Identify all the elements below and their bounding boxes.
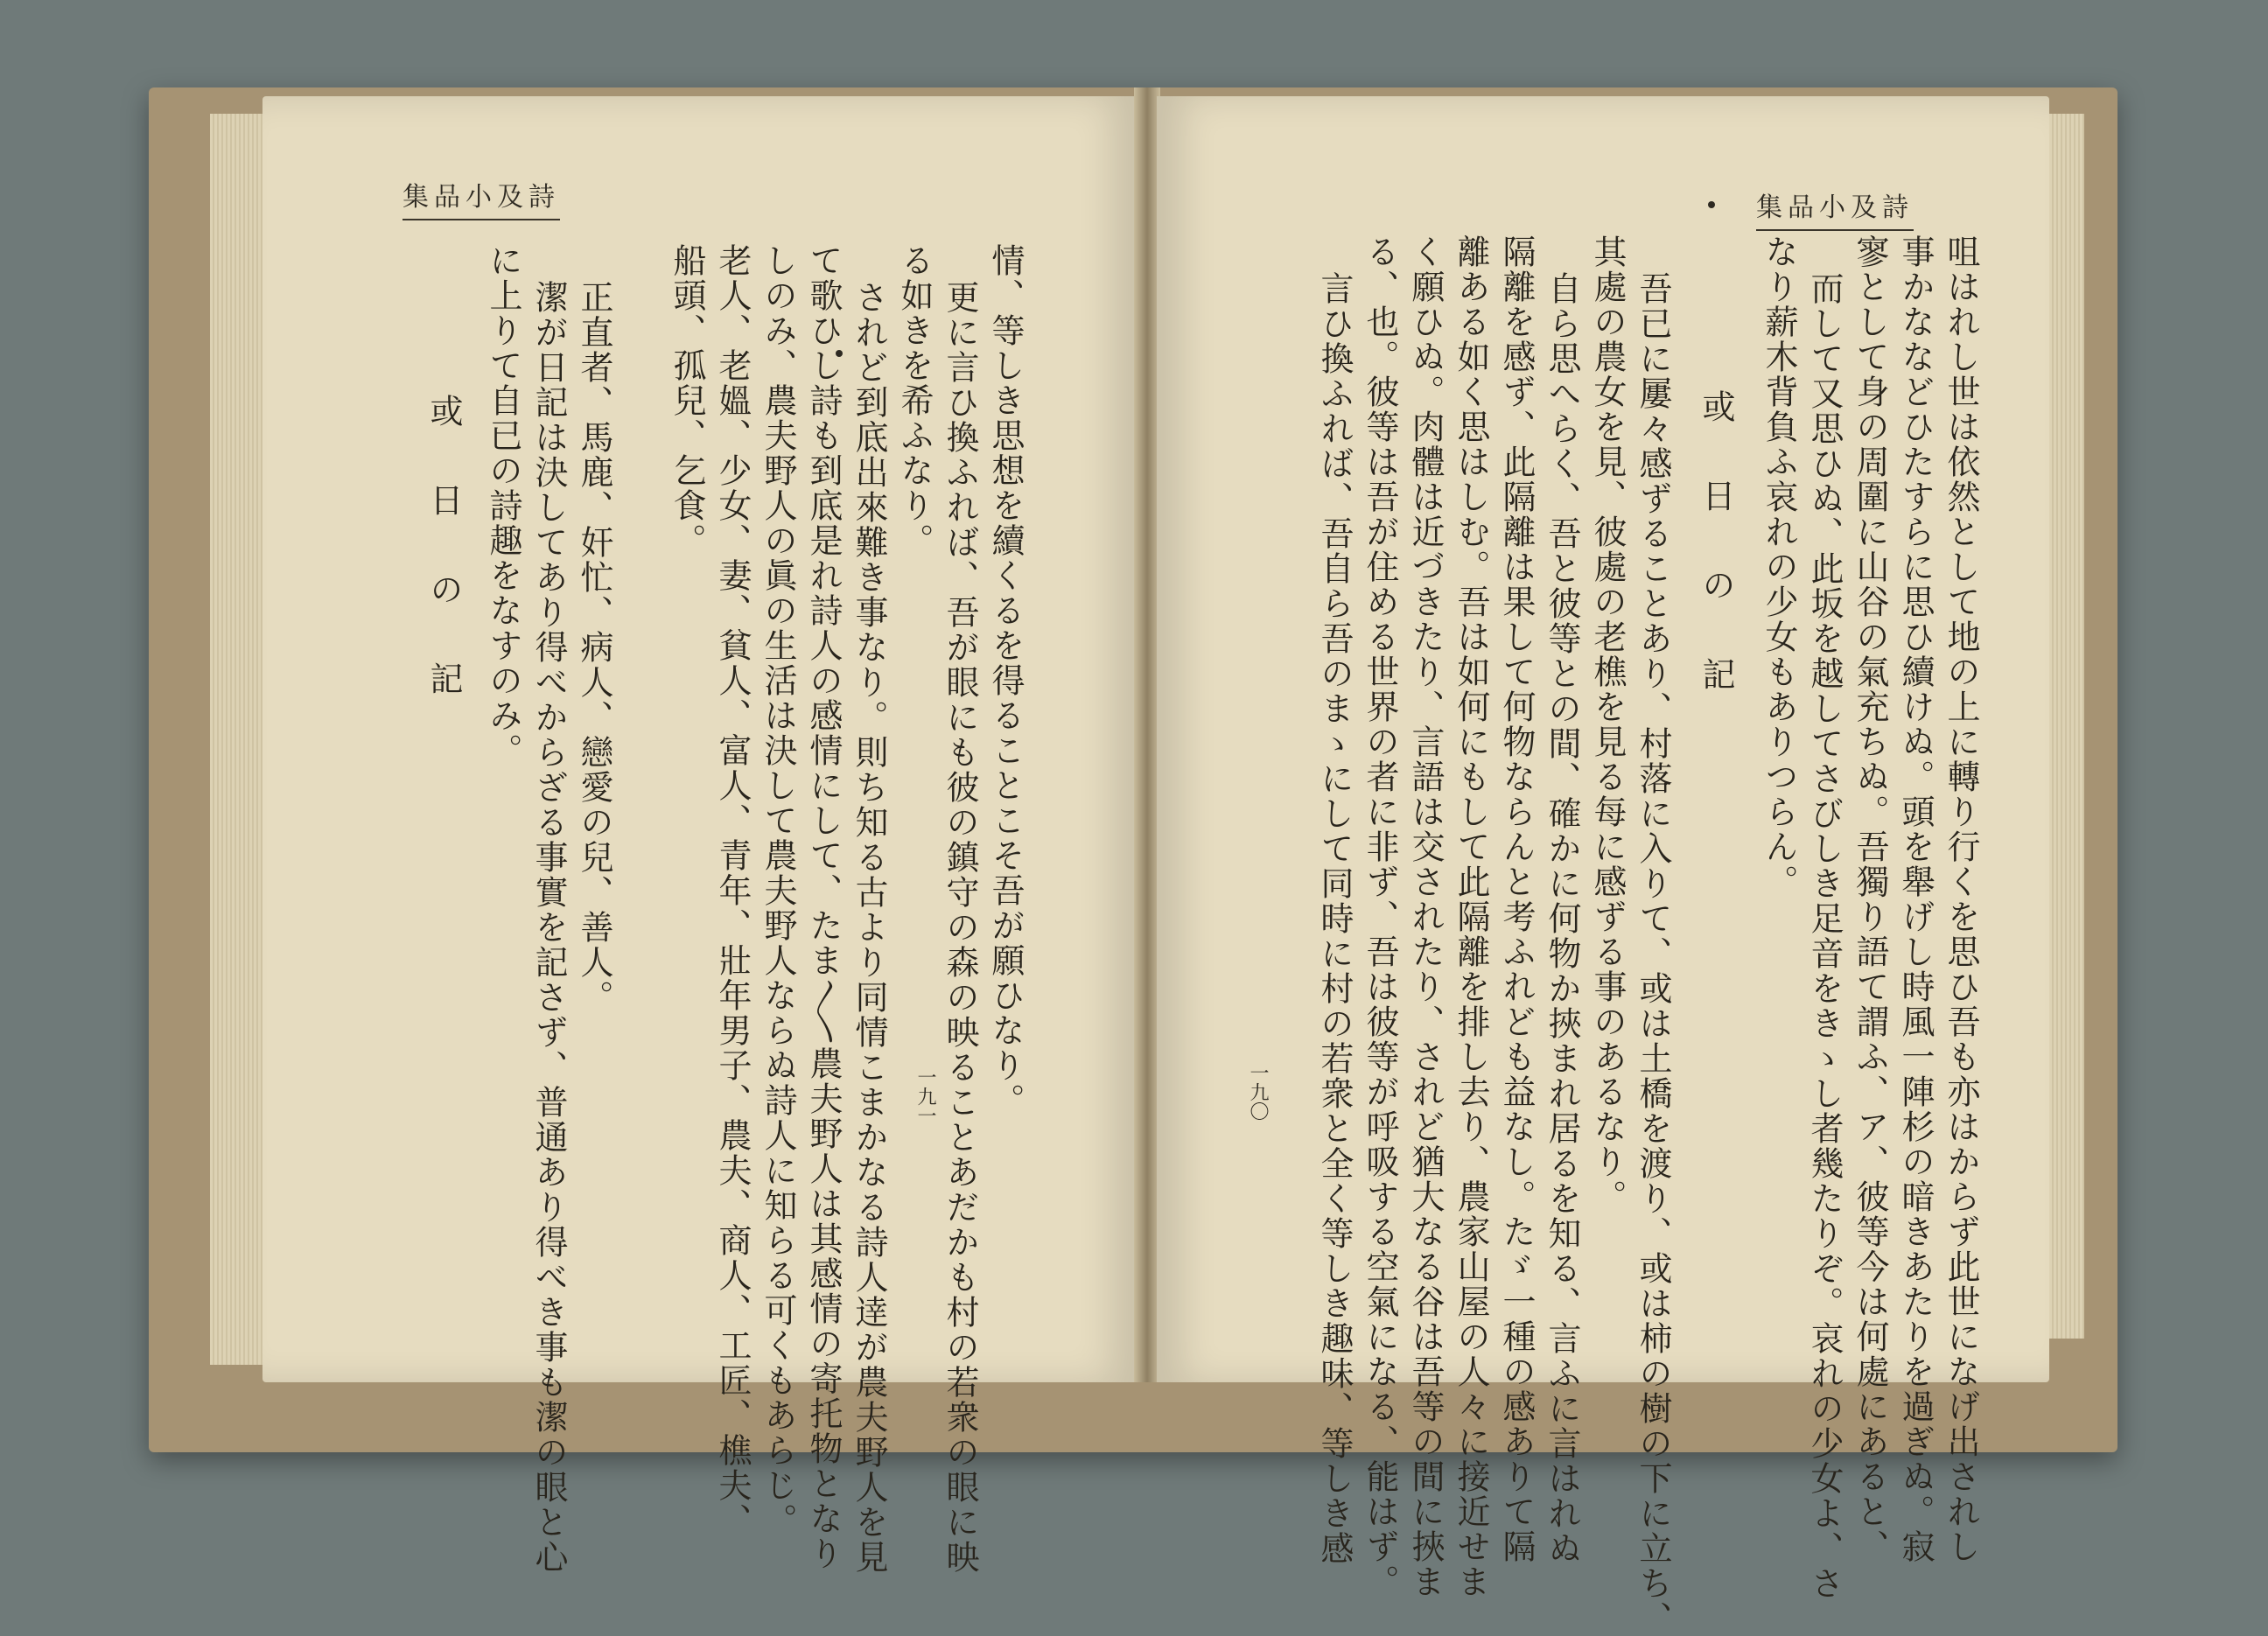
right-page — [1157, 96, 2049, 1636]
left-page — [262, 96, 1138, 1575]
page-edges-right — [2049, 114, 2084, 1339]
right-col-12: く願ひぬ。肉體は近づきたり、言語は交されたり、されど猶大なる谷は吾等の間に挾ま — [1406, 234, 1445, 1599]
left-col-6: しのみ、農夫野人の眞の生活は決して農夫野人ならぬ詩人に知らる可くもあらじ。 — [759, 243, 797, 1538]
left-col-4: されど到底出來難き事なり。則ち知る古より同情こまかなる詩人逹が農夫野人を見 — [850, 280, 888, 1575]
right-page-number: 一九〇 — [1247, 1063, 1269, 1121]
left-page-header: 集品小及詩 — [402, 175, 560, 220]
left-page-number: 一九一 — [914, 1067, 936, 1125]
right-col-8: 其處の農女を見、彼處の老樵を見る每に感ずる事のあるなり。 — [1588, 234, 1627, 1214]
right-col-4: 而して又思ひぬ、此坂を越してさびしき足音をきゝし者幾たりぞ。哀れの少女よ、さ — [1805, 271, 1844, 1601]
right-col-11: 離ある如く思はしむ。吾は如何にもして此隔離を排し去り、農家山屋の人々に接近せま — [1452, 234, 1490, 1599]
left-col-8: 船頭、孤兒、乞食。 — [668, 243, 706, 558]
left-col-5: て歌ひし詩も到底是れ詩人の感情にして、たま〳〵農夫野人は其感情の寄托物となり — [804, 243, 843, 1571]
left-col-10: 潔が日記は決してあり得べからざる事實を記さず、普通あり得べき事も潔の眼と心 — [529, 280, 568, 1575]
page-edges-left — [210, 114, 262, 1365]
right-page-header: 集品小及詩 — [1756, 185, 1914, 231]
right-col-3: 寥として身の周圍に山谷の氣充ちぬ。吾獨り語て謂ふ、ア、彼等今は何處にあると、 — [1851, 234, 1889, 1564]
left-col-2: 更に言ひ換ふれば、吾が眼にも彼の鎮守の森の映ることあだかも村の若衆の眼に映 — [941, 280, 979, 1575]
left-col-1: 情、等しき思想を續くるを得ることこそ吾が願ひなり。 — [986, 243, 1025, 1118]
right-page-mark — [1708, 201, 1715, 208]
right-col-7: 吾已に屢々感ずることあり、村落に入りて、或は土橋を渡り、或は柿の樹の下に立ち、 — [1634, 271, 1672, 1636]
right-col-5: なり薪木背負ふ哀れの少女もありつらん。 — [1760, 234, 1798, 899]
right-col-14: 言ひ換ふれば、吾自ら吾のまゝにして同時に村の若衆と全く等しき趣味、等しき感 — [1315, 271, 1354, 1566]
right-col-1: 咀はれし世は依然として地の上に轉り行くを思ひ吾も亦はからず此世になげ出されし — [1942, 234, 1980, 1564]
left-col-11: に上りて自已の詩趣をなすのみ。 — [484, 243, 522, 768]
right-col-13: る、也。彼等は吾が住める世界の者に非ず、吾は彼等が呼吸する空氣になる、能はず。 — [1361, 234, 1399, 1599]
left-col-9: 正直者、馬鹿、奸忙、病人、戀愛の兒、善人。 — [575, 280, 613, 1015]
right-col-9: 自ら思へらく、吾と彼等との間、確かに何物か挾まれ居るを知る、言ふに言はれぬ — [1543, 271, 1581, 1566]
left-col-7: 老人、老媼、少女、妻、貧人、富人、青年、壯年男子、農夫、商人、工匠、樵夫、 — [713, 243, 752, 1538]
left-col-3: る如きを希ふなり。 — [895, 243, 934, 558]
right-col-2: 事かななどひたすらに思ひ續けぬ。頭を舉げし時風一陣杉の暗きあたりを過ぎぬ。寂 — [1896, 234, 1935, 1564]
right-section-heading: 或 日 の 記 — [1697, 389, 1735, 714]
right-col-10: 隔離を感ず、此隔離は果して何物ならんと考ふれども益なし。たゞ一種の感ありて隔 — [1497, 234, 1536, 1564]
left-section-heading: 或 日 の 記 — [424, 394, 463, 718]
